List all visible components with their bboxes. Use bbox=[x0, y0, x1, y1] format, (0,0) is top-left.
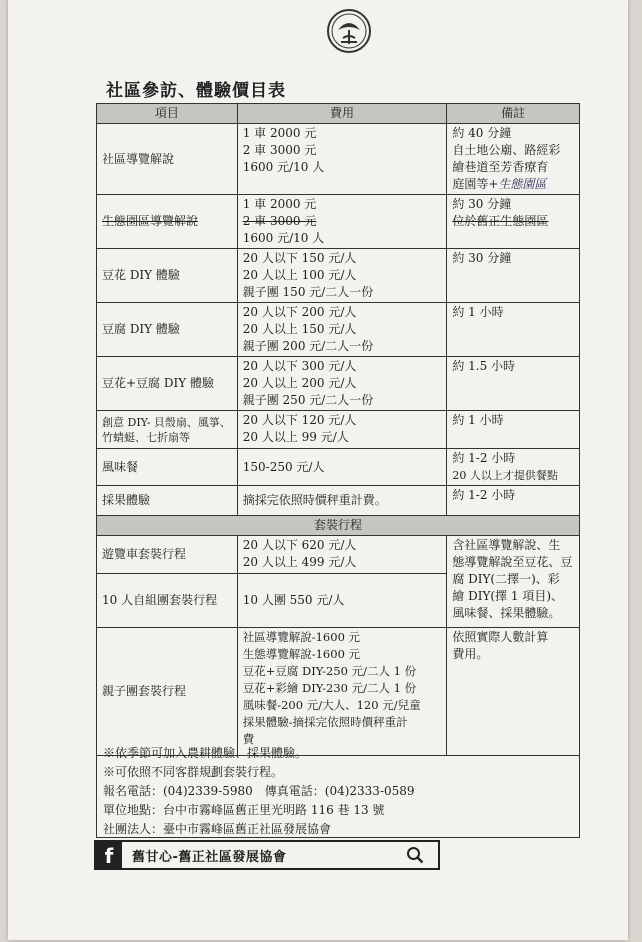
item-fee: 20 人以下 120 元/人 20 人以上 99 元/人 bbox=[237, 411, 447, 449]
header-item: 項目 bbox=[97, 104, 238, 124]
item-name: 生態園區導覽解說 bbox=[97, 195, 238, 249]
facebook-search-bar bbox=[94, 840, 440, 870]
item-name: 豆花+豆腐 DIY 體驗 bbox=[97, 357, 238, 411]
package-fee: 10 人團 550 元/人 bbox=[237, 574, 447, 628]
item-fee: 150-250 元/人 bbox=[237, 449, 447, 486]
table-row bbox=[97, 195, 580, 249]
facebook-page-name: 舊甘心-舊正社區發展協會 bbox=[132, 849, 287, 865]
item-note: 約 30 分鐘 bbox=[447, 249, 580, 303]
item-note: 約 30 分鐘 位於舊正生態園區 bbox=[447, 195, 580, 249]
item-fee: 20 人以下 200 元/人 20 人以上 150 元/人 親子團 200 元/二人一份 bbox=[237, 303, 447, 357]
item-note: 約 1.5 小時 bbox=[447, 357, 580, 411]
package-name: 10 人自組團套裝行程 bbox=[97, 574, 238, 628]
table-row bbox=[97, 303, 580, 357]
table-row bbox=[97, 357, 580, 411]
item-name: 豆花 DIY 體驗 bbox=[97, 249, 238, 303]
organization-line: 社團法人：臺中市霧峰區舊正社區發展協會 bbox=[103, 822, 332, 836]
item-name: 社區導覽解說 bbox=[97, 124, 238, 195]
item-fee: 20 人以下 300 元/人 20 人以上 200 元/人 親子團 250 元/二人一份 bbox=[237, 357, 447, 411]
item-fee: 1 車 2000 元 2 車 3000 元 1600 元/10 人 bbox=[237, 124, 447, 195]
item-note: 約 1-2 小時 bbox=[447, 486, 580, 516]
package-note: 含社區導覽解說、生 態導覽解說至豆花、豆 腐 DIY(二擇一)、彩 繪 DIY(擇 1 項目)、 風味餐、採果體驗。 bbox=[447, 536, 580, 628]
item-note: 約 1 小時 bbox=[447, 411, 580, 449]
table-row bbox=[97, 449, 580, 486]
table-row bbox=[97, 411, 580, 449]
community-logo-icon bbox=[326, 8, 372, 54]
table-row bbox=[97, 628, 580, 756]
item-fee: 摘採完依照時價秤重計費。 bbox=[237, 486, 447, 516]
header-fee: 費用 bbox=[237, 104, 447, 124]
table-header-row bbox=[97, 104, 580, 124]
item-note: 約 1-2 小時 20 人以上才提供餐點 bbox=[447, 449, 580, 486]
table-row bbox=[97, 124, 580, 195]
item-name: 風味餐 bbox=[97, 449, 238, 486]
footer-line: ※依季節可加入農耕體驗、採果體驗。 bbox=[103, 746, 308, 760]
table-row bbox=[97, 249, 580, 303]
search-icon bbox=[406, 846, 424, 864]
item-name: 採果體驗 bbox=[97, 486, 238, 516]
item-name: 創意 DIY- 貝殼扇、風箏、竹蜻蜓、七折扇等 bbox=[97, 411, 238, 449]
phone-line: 報名電話：(04)2339-5980 傳真電話：(04)2333-0589 bbox=[103, 784, 415, 798]
section-header-row bbox=[97, 516, 580, 536]
section-title: 套裝行程 bbox=[97, 516, 580, 536]
page-title: 社區參訪、體驗價目表 bbox=[106, 81, 286, 101]
item-name: 豆腐 DIY 體驗 bbox=[97, 303, 238, 357]
header-note: 備註 bbox=[447, 104, 580, 124]
price-table bbox=[96, 103, 580, 756]
item-fee: 20 人以下 150 元/人 20 人以上 100 元/人 親子團 150 元/二人一份 bbox=[237, 249, 447, 303]
item-fee: 1 車 2000 元 2 車 3000 元 1600 元/10 人 bbox=[237, 195, 447, 249]
handwritten-note: +生態園區 bbox=[488, 177, 547, 191]
table-row bbox=[97, 486, 580, 516]
footer-notes bbox=[96, 742, 580, 838]
package-name: 遊覽車套裝行程 bbox=[97, 536, 238, 574]
facebook-icon: f bbox=[96, 842, 122, 868]
item-note: 約 1 小時 bbox=[447, 303, 580, 357]
package-fee: 20 人以下 620 元/人 20 人以上 499 元/人 bbox=[237, 536, 447, 574]
package-name: 親子團套裝行程 bbox=[97, 628, 238, 756]
table-row bbox=[97, 536, 580, 574]
price-sheet bbox=[8, 0, 628, 940]
footer-line: ※可依照不同客群規劃套裝行程。 bbox=[103, 765, 284, 779]
package-fee: 社區導覽解說-1600 元 生態導覽解說-1600 元 豆花+豆腐 DIY-250 元/二人 1 份 豆花+彩繪 DIY-230 元/二人 1 份 風味餐-200 元/大人、120 元/兒童 採果體驗-摘採完依照時價秤重計 費 bbox=[237, 628, 447, 756]
address-line: 單位地點：台中市霧峰區舊正里光明路 116 巷 13 號 bbox=[103, 803, 385, 817]
package-note: 依照實際人數計算 費用。 bbox=[447, 628, 580, 756]
item-note: 約 40 分鐘 自土地公廟、路經彩 繪巷道至芳香療育 庭園等+生態園區 bbox=[447, 124, 580, 195]
